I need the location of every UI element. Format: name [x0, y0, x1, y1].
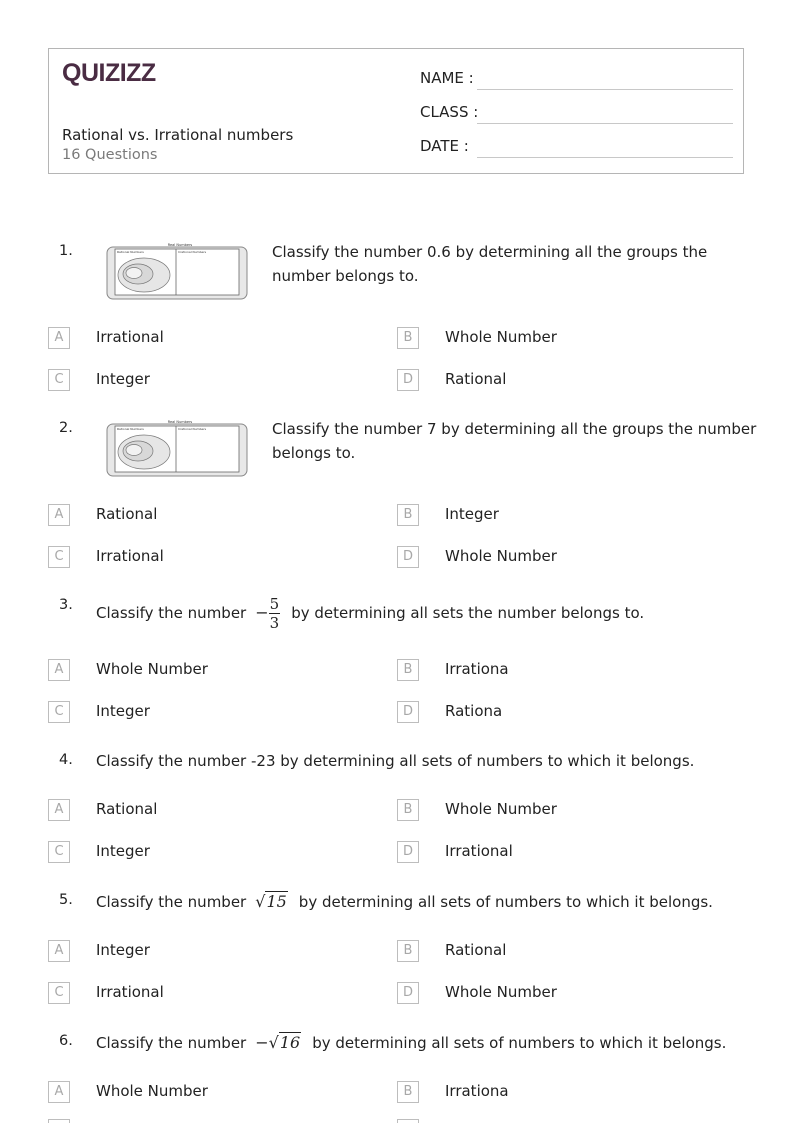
square-root	[255, 890, 288, 914]
question-number: 3.	[59, 597, 73, 613]
option-text[interactable]: Integer	[96, 941, 150, 959]
option-text[interactable]: Irrational	[96, 328, 164, 346]
radicand: 16	[279, 1033, 301, 1052]
radical-symbol: √	[255, 892, 266, 911]
question-text-line	[96, 1029, 726, 1057]
option-text[interactable]: Integer	[96, 842, 150, 860]
option-text[interactable]: Irrational	[96, 983, 164, 1001]
option-text[interactable]: Irrational	[96, 547, 164, 565]
question-number: 2.	[59, 420, 73, 436]
option-letter[interactable]: C	[48, 701, 70, 723]
name-field[interactable]	[477, 89, 733, 90]
worksheet-title: Rational vs. Irrational numbers	[62, 126, 294, 144]
radical-symbol: √	[268, 1033, 279, 1052]
option-text[interactable]: Integer	[96, 702, 150, 720]
option-text[interactable]: Irrationa	[445, 660, 509, 678]
square-root	[269, 1031, 302, 1055]
irrational-label: Irrational Numbers	[178, 250, 207, 254]
real-numbers-diagram	[106, 419, 248, 477]
question-text-prefix: Classify the number	[96, 893, 247, 911]
quizizz-logo: QUIZIZZ	[62, 59, 156, 87]
question-number: 6.	[59, 1033, 73, 1049]
minus-sign: −	[255, 603, 269, 622]
option-letter-cutoff	[48, 1119, 70, 1123]
option-letter[interactable]: A	[48, 940, 70, 962]
question-text: Classify the number 7 by determining all the groups the number	[272, 420, 757, 438]
question-text-cont: belongs to.	[272, 444, 356, 462]
fraction-numerator: 5	[269, 594, 280, 613]
option-letter[interactable]: C	[48, 546, 70, 568]
option-letter[interactable]: B	[397, 940, 419, 962]
diagram-title: Real Numbers	[167, 243, 193, 247]
option-text[interactable]: Whole Number	[445, 983, 557, 1001]
real-numbers-diagram	[106, 242, 248, 300]
question-text-suffix: by determining all sets of numbers to which it belongs.	[298, 893, 713, 911]
option-letter[interactable]: A	[48, 799, 70, 821]
option-text[interactable]: Whole Number	[96, 1082, 208, 1100]
question-text-prefix: Classify the number	[96, 1034, 247, 1052]
question-number: 5.	[59, 892, 73, 908]
option-text[interactable]: Whole Number	[445, 800, 557, 818]
question-text: Classify the number 0.6 by determining all the groups the	[272, 243, 708, 261]
diagram-title: Real Numbers	[167, 420, 193, 424]
question-number: 4.	[59, 752, 73, 768]
option-letter[interactable]: A	[48, 327, 70, 349]
option-letter[interactable]: D	[397, 982, 419, 1004]
fraction-denominator: 3	[269, 613, 280, 632]
option-letter[interactable]: D	[397, 369, 419, 391]
option-text[interactable]: Irrationa	[445, 1082, 509, 1100]
class-field[interactable]	[477, 123, 733, 124]
option-text[interactable]: Whole Number	[445, 328, 557, 346]
question-count: 16 Questions	[62, 147, 158, 163]
question-text-prefix: Classify the number	[96, 604, 247, 622]
option-letter-cutoff	[397, 1119, 419, 1123]
option-letter[interactable]: D	[397, 546, 419, 568]
option-letter[interactable]: B	[397, 504, 419, 526]
option-letter[interactable]: A	[48, 504, 70, 526]
option-letter[interactable]: D	[397, 841, 419, 863]
class-label: CLASS :	[420, 103, 479, 121]
radicand: 15	[266, 892, 287, 911]
option-text[interactable]: Irrational	[445, 842, 513, 860]
option-text[interactable]: Integer	[96, 370, 150, 388]
option-letter[interactable]: B	[397, 1081, 419, 1103]
option-text[interactable]: Integer	[445, 505, 499, 523]
option-letter[interactable]: B	[397, 799, 419, 821]
question-text-line	[96, 888, 713, 916]
option-letter[interactable]: C	[48, 369, 70, 391]
rational-label: Rational Numbers	[117, 250, 144, 254]
question-text-suffix: by determining all sets the number belongs to.	[291, 604, 645, 622]
fraction	[269, 595, 281, 632]
option-text[interactable]: Rational	[445, 941, 507, 959]
option-letter[interactable]: B	[397, 327, 419, 349]
option-text[interactable]: Rationa	[445, 702, 503, 720]
rational-label: Rational Numbers	[117, 427, 144, 431]
option-letter[interactable]: B	[397, 659, 419, 681]
question-text: Classify the number -23 by determining all sets of numbers to which it belongs.	[96, 752, 695, 770]
option-text[interactable]: Whole Number	[96, 660, 208, 678]
question-number: 1.	[59, 243, 73, 259]
date-field[interactable]	[477, 157, 733, 158]
irrational-label: Irrational Numbers	[178, 427, 207, 431]
option-letter[interactable]: A	[48, 659, 70, 681]
question-text-cont: number belongs to.	[272, 267, 419, 285]
worksheet-header	[48, 48, 744, 174]
option-letter[interactable]: D	[397, 701, 419, 723]
option-text[interactable]: Rational	[445, 370, 507, 388]
option-letter[interactable]: C	[48, 982, 70, 1004]
option-text[interactable]: Whole Number	[445, 547, 557, 565]
question-text-suffix: by determining all sets of numbers to which it belongs.	[312, 1034, 727, 1052]
minus-sign: −	[255, 1033, 269, 1052]
name-label: NAME :	[420, 69, 474, 87]
date-label: DATE :	[420, 137, 469, 155]
question-text-line	[96, 590, 644, 636]
option-letter[interactable]: C	[48, 841, 70, 863]
option-letter[interactable]: A	[48, 1081, 70, 1103]
option-text[interactable]: Rational	[96, 505, 158, 523]
option-text[interactable]: Rational	[96, 800, 158, 818]
